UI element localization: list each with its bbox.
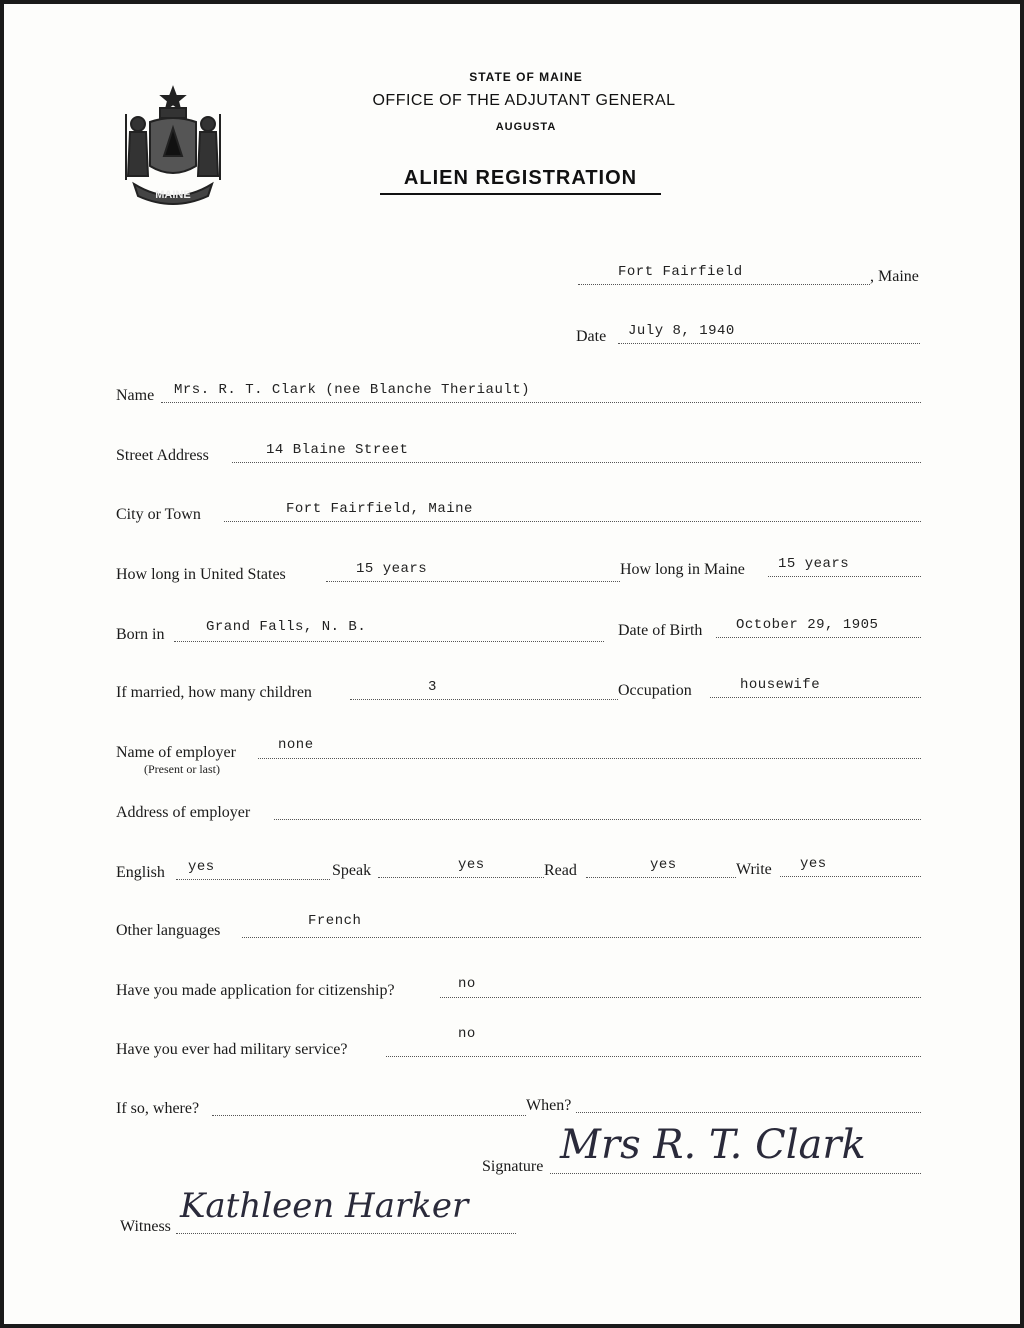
- children-line: [350, 699, 618, 700]
- signature-label: Signature: [482, 1158, 544, 1175]
- english-line: [176, 879, 330, 880]
- children-label: If married, how many children: [116, 684, 312, 701]
- employer-line: [258, 758, 921, 759]
- military-label: Have you ever had military service?: [116, 1041, 348, 1058]
- when-line: [576, 1112, 921, 1113]
- form-title: ALIEN REGISTRATION: [380, 167, 661, 195]
- citizenship-value: no: [458, 976, 476, 992]
- office-heading: OFFICE OF THE ADJUTANT GENERAL: [372, 92, 676, 109]
- occupation-label: Occupation: [618, 682, 692, 699]
- us-value: 15 years: [356, 561, 428, 577]
- employer-label: Name of employer: [116, 744, 236, 761]
- street-label: Street Address: [116, 447, 209, 464]
- write-line: [780, 876, 921, 877]
- write-label: Write: [736, 861, 772, 878]
- children-value: 3: [428, 679, 437, 695]
- date-value: July 8, 1940: [628, 323, 735, 339]
- city-heading: AUGUSTA: [495, 121, 557, 133]
- city-line: [224, 521, 921, 522]
- where-line: [212, 1115, 526, 1116]
- when-label: When?: [526, 1097, 572, 1114]
- maine-line: [768, 576, 921, 577]
- employer-address-label: Address of employer: [116, 804, 251, 821]
- name-label: Name: [116, 387, 155, 404]
- town-suffix: , Maine: [870, 268, 919, 285]
- citizenship-line: [440, 997, 921, 998]
- state-heading: STATE OF MAINE: [469, 70, 583, 84]
- us-line: [326, 581, 620, 582]
- occupation-value: housewife: [740, 677, 821, 693]
- witness-line: [176, 1233, 516, 1234]
- name-value: Mrs. R. T. Clark (nee Blanche Theriault): [174, 382, 531, 398]
- military-value: no: [458, 1026, 476, 1042]
- employer-sublabel: (Present or last): [144, 762, 220, 776]
- street-value: 14 Blaine Street: [266, 442, 409, 458]
- english-value: yes: [188, 859, 215, 875]
- city-label: City or Town: [116, 506, 201, 523]
- street-line: [232, 462, 921, 463]
- name-line: [161, 402, 921, 403]
- dob-label: Date of Birth: [618, 622, 703, 639]
- languages-label: Other languages: [116, 922, 221, 939]
- read-value: yes: [650, 857, 677, 873]
- maine-value: 15 years: [778, 556, 850, 572]
- witness-handwriting: Kathleen Harker: [180, 1186, 469, 1226]
- town-line: [578, 284, 870, 285]
- signature-line: [550, 1173, 921, 1174]
- languages-value: French: [308, 913, 362, 929]
- signature-handwriting: Mrs R. T. Clark: [560, 1122, 866, 1168]
- maine-label: How long in Maine: [620, 561, 745, 578]
- dob-line: [716, 637, 921, 638]
- town-value: Fort Fairfield: [618, 264, 743, 280]
- occupation-line: [710, 697, 921, 698]
- english-label: English: [116, 864, 165, 881]
- where-label: If so, where?: [116, 1100, 200, 1117]
- military-line: [386, 1056, 921, 1057]
- us-label: How long in United States: [116, 566, 286, 583]
- born-value: Grand Falls, N. B.: [206, 619, 367, 635]
- born-line: [174, 641, 604, 642]
- born-label: Born in: [116, 626, 165, 643]
- read-line: [586, 877, 736, 878]
- city-value: Fort Fairfield, Maine: [286, 501, 473, 517]
- document-page: [4, 4, 1020, 1324]
- speak-value: yes: [458, 857, 485, 873]
- read-label: Read: [544, 862, 577, 879]
- dob-value: October 29, 1905: [736, 617, 879, 633]
- seal-text: MAINE: [155, 189, 191, 201]
- languages-line: [242, 937, 921, 938]
- speak-line: [378, 877, 544, 878]
- witness-label: Witness: [120, 1218, 171, 1235]
- date-line: [618, 343, 920, 344]
- date-label: Date: [576, 328, 607, 345]
- employer-value: none: [278, 737, 314, 753]
- speak-label: Speak: [332, 862, 372, 879]
- write-value: yes: [800, 856, 827, 872]
- citizenship-label: Have you made application for citizenship?: [116, 982, 395, 999]
- employer-address-line: [274, 819, 921, 820]
